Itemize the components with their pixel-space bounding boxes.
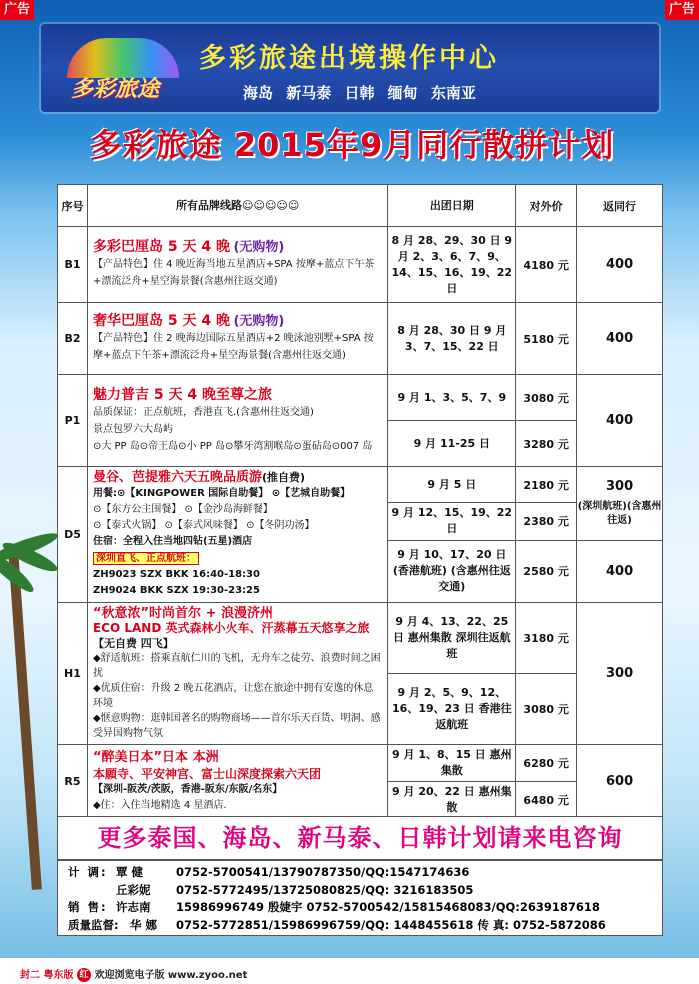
footer-edition: 粤东版 bbox=[43, 970, 74, 981]
route-subtitle: 本願寺、平安神宫、富士山深度探索六天团 bbox=[92, 766, 321, 781]
flight-note: 深圳直飞、正点航班： bbox=[93, 552, 199, 565]
route-cell bbox=[87, 227, 387, 303]
table-row bbox=[58, 303, 663, 375]
return-cell: 400 bbox=[577, 540, 663, 602]
price-cell: 2380 元 bbox=[516, 503, 577, 540]
return-cell: 400 bbox=[577, 303, 663, 375]
contact-row bbox=[68, 882, 652, 900]
route-tag: (无购物) bbox=[233, 240, 285, 255]
header-title: 多彩旅途出境操作中心 bbox=[199, 43, 499, 74]
route-tag: (无购物) bbox=[233, 314, 285, 329]
table-row bbox=[58, 227, 663, 303]
route-line: 品质保证：正点航班，香港直飞.(含惠州往返交通) bbox=[92, 406, 314, 418]
row-no: H1 bbox=[58, 603, 88, 745]
date-cell: 9 月 11-25 日 bbox=[388, 421, 516, 467]
route-cell bbox=[87, 375, 387, 467]
company-logo bbox=[59, 34, 189, 104]
contact-name: 丘彩妮 bbox=[116, 882, 151, 897]
route-line: ◆住：入住当地精选 4 星酒店. bbox=[92, 799, 227, 811]
contact-name: 许志南 bbox=[116, 900, 151, 914]
route-desc: ◆优质住宿：升级 2 晚五花酒店，让您在旅途中拥有安逸的休息环境 bbox=[92, 683, 374, 709]
date-cell: 8 月 28、30 日 9 月 3、7、15、22 日 bbox=[388, 303, 516, 375]
hotel-line: 住宿：全程入住当地四钻(五星)酒店 bbox=[92, 536, 253, 547]
table-row bbox=[58, 375, 663, 421]
flight-line: ZH9023 SZX BKK 16:40-18:30 bbox=[92, 569, 260, 580]
table-header-row bbox=[58, 185, 663, 227]
tour-plan-table bbox=[57, 184, 663, 819]
price-cell: 6280 元 bbox=[516, 745, 577, 782]
return-value: 300 bbox=[605, 478, 634, 494]
return-cell bbox=[577, 467, 663, 541]
return-cell: 400 bbox=[577, 375, 663, 467]
return-note: (深圳航班)(含惠州往返) bbox=[577, 500, 662, 526]
main-title: 多彩旅途 2015年9月同行散拼计划 bbox=[89, 126, 615, 164]
price-cell: 3080 元 bbox=[516, 375, 577, 421]
route-title: “秋意浓”时尚首尔 + 浪漫济州 bbox=[92, 606, 274, 621]
route-title: 曼谷、芭提雅六天五晚品质游 bbox=[92, 470, 262, 485]
date-cell: 8 月 28、29、30 日 9 月 2、3、6、7、9、14、15、16、19、22 日 bbox=[388, 227, 516, 303]
header-subtitle: 海岛 新马泰 日韩 缅甸 东南亚 bbox=[243, 84, 476, 102]
logo-text: 多彩旅途 bbox=[71, 77, 160, 102]
palm-tree-decoration bbox=[0, 470, 60, 890]
contact-row bbox=[68, 917, 652, 935]
row-no: B1 bbox=[58, 227, 88, 303]
row-no: R5 bbox=[58, 745, 88, 819]
price-cell: 3180 元 bbox=[516, 603, 577, 674]
table-row bbox=[58, 745, 663, 782]
contact-role: 质量监督: bbox=[68, 917, 119, 932]
route-title: “醉美日本”日本 本洲 bbox=[92, 749, 219, 765]
contact-role: 销 售: bbox=[68, 900, 108, 914]
contact-name: 覃 健 bbox=[116, 865, 144, 879]
route-desc: ◆惬意购物：逛韩国著名的购物商场——首尔乐天百货、明洞、感受异国购物气氛 bbox=[92, 713, 381, 739]
price-cell: 2180 元 bbox=[516, 467, 577, 503]
date-cell: 9 月 2、5、9、12、16、19、23 日 香港往返航班 bbox=[388, 674, 516, 745]
header-route: 所有品牌线路☺☺☺☺☺ bbox=[87, 185, 387, 227]
flight-line: ZH9024 BKK SZX 19:30-23:25 bbox=[92, 585, 260, 596]
contact-name: 华 娜 bbox=[130, 917, 158, 932]
price-cell: 3080 元 bbox=[516, 674, 577, 745]
footer-page: 封二 bbox=[20, 970, 40, 981]
date-cell: 9 月 1、8、15 日 惠州集散 bbox=[388, 745, 516, 782]
return-cell: 300 bbox=[577, 603, 663, 745]
contact-info: 0752-5700541/13790787350/QQ:1547174636 bbox=[176, 865, 470, 879]
route-title: 奢华巴厘岛 5 天 4 晚 bbox=[92, 313, 230, 329]
return-cell: 400 bbox=[577, 227, 663, 303]
header-date: 出团日期 bbox=[388, 185, 516, 227]
price-cell: 6480 元 bbox=[516, 782, 577, 819]
route-desc: ◆舒适航班：搭乘直航仁川的飞机，无舟车之徒劳、浪费时间之困扰 bbox=[92, 653, 381, 679]
meals-line: ⊙【东方公主围餐】 ⊙【金沙岛海鲜餐】 bbox=[92, 504, 273, 515]
row-no: P1 bbox=[58, 375, 88, 467]
contact-info: 0752-5772495/13725080825/QQ: 3216183505 bbox=[176, 882, 474, 897]
row-no: B2 bbox=[58, 303, 88, 375]
meals-line: ⊙【KINGPOWER 国际自助餐】 ⊙【艺城自助餐】 bbox=[116, 488, 351, 499]
contact-row bbox=[68, 899, 652, 917]
route-tag: 【无自费 四飞】 bbox=[92, 637, 174, 650]
consult-banner: 更多泰国、海岛、新马泰、日韩计划请来电咨询 bbox=[57, 816, 663, 860]
contacts-block bbox=[57, 860, 663, 936]
route-desc: 【产品特色】住 2 晚海边国际五星酒店+2 晚泳池别墅+SPA 按摩+蓝点下午茶+漂流泛舟+星空海景餐(含惠州往返交通) bbox=[92, 333, 374, 361]
return-cell: 600 bbox=[577, 745, 663, 819]
route-cell bbox=[87, 603, 387, 745]
footer-site: 欢迎浏览电子版 www.zyoo.net bbox=[94, 970, 248, 981]
contact-role: 计 调: bbox=[68, 865, 108, 879]
price-cell: 3280 元 bbox=[516, 421, 577, 467]
ad-label-right: 广告 bbox=[665, 0, 699, 20]
route-title: 多彩巴厘岛 5 天 4 晚 bbox=[92, 239, 230, 255]
ad-label-left: 广告 bbox=[0, 0, 34, 20]
route-title: 魅力普吉 5 天 4 晚至尊之旅 bbox=[92, 386, 272, 403]
header-return: 返同行 bbox=[577, 185, 663, 227]
contact-row bbox=[68, 864, 652, 882]
row-no: D5 bbox=[58, 467, 88, 603]
header-price: 对外价 bbox=[516, 185, 577, 227]
red-badge-icon: 红 bbox=[77, 968, 91, 982]
meals-label: 用餐: bbox=[92, 488, 117, 499]
date-cell: 9 月 20、22 日 惠州集散 bbox=[388, 782, 516, 819]
table-row bbox=[58, 467, 663, 503]
route-line: ⊙大 PP 岛⊙帝王岛⊙小 PP 岛⊙攀牙湾割喉岛⊙蛋砧岛⊙007 岛 bbox=[92, 440, 373, 452]
route-line: 景点包罗六大岛屿 bbox=[92, 423, 173, 435]
date-cell: 9 月 1、3、5、7、9 bbox=[388, 375, 516, 421]
page-footer bbox=[0, 958, 699, 984]
table-row bbox=[58, 603, 663, 674]
date-cell: 9 月 5 日 bbox=[388, 467, 516, 503]
contact-info: 15986996749 殷婕宇 0752-5700542/15815468083/QQ:2639187618 bbox=[176, 900, 600, 914]
route-subtitle: ECO LAND 英式森林小火车、汗蒸幕五天悠享之旅 bbox=[92, 621, 370, 635]
meals-line: ⊙【泰式火锅】 ⊙【泰式风味餐】 ⊙【冬阴功汤】 bbox=[92, 520, 315, 531]
date-cell: 9 月 4、13、22、25 日 惠州集散 深圳往返航班 bbox=[388, 603, 516, 674]
route-cell bbox=[87, 467, 387, 603]
route-tag: (推自费) bbox=[261, 471, 306, 484]
price-cell: 4180 元 bbox=[516, 227, 577, 303]
route-cell bbox=[87, 303, 387, 375]
date-cell: 9 月 10、17、20 日 (香港航班) (含惠州往返交通) bbox=[388, 540, 516, 602]
price-cell: 2580 元 bbox=[516, 540, 577, 602]
route-desc: 【产品特色】住 4 晚近海当地五星酒店+SPA 按摩+蓝点下午茶+漂流泛舟+星空海景餐(含惠州往返交通) bbox=[92, 259, 375, 287]
header-no: 序号 bbox=[58, 185, 88, 227]
price-cell: 5180 元 bbox=[516, 303, 577, 375]
route-cell bbox=[87, 745, 387, 819]
route-line: 【深圳-阪茨/茨阪，香港-阪东/东阪/名东】 bbox=[92, 783, 283, 795]
date-cell: 9 月 12、15、19、22 日 bbox=[388, 503, 516, 540]
contact-info: 0752-5772851/15986996759/QQ: 1448455618 传 真: 0752-5872086 bbox=[176, 917, 606, 932]
header-banner bbox=[41, 24, 659, 112]
